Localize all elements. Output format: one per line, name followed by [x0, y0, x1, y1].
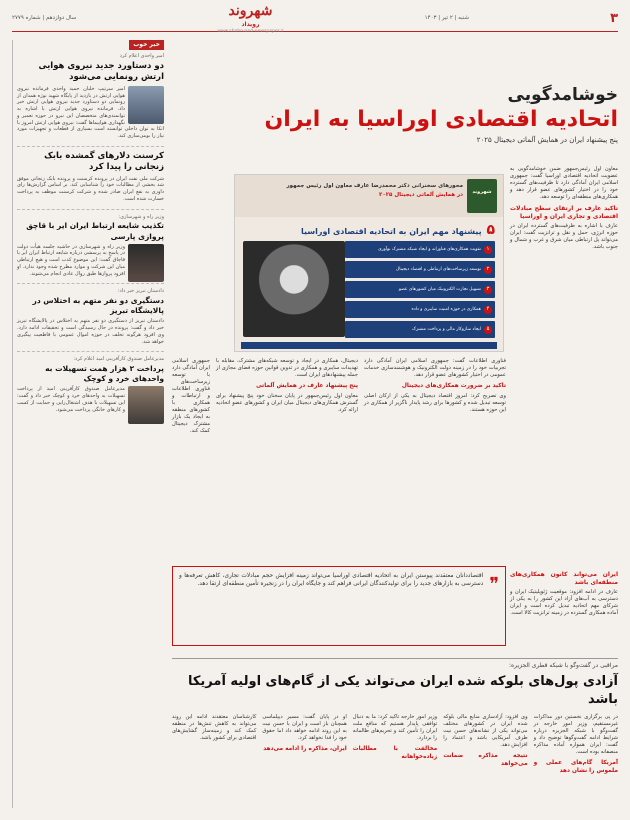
lead-column-bottom	[510, 568, 618, 617]
lead-subheading: تاکید عارف بر ارتقای سطح مبادلات اقتصادی و تجاری ایران و اوراسیا	[510, 205, 618, 221]
item-kicker: دادستان تبریز خبر داد:	[117, 288, 164, 295]
main-story	[172, 40, 618, 808]
item-title[interactable]: پرداخت ۲ هزار همت تسهیلات به واحدهای خرد و کوچک	[45, 364, 164, 384]
news-sidebar	[12, 40, 164, 808]
sidebar-news-item[interactable]	[17, 288, 164, 345]
sidebar-header: خبر خوب	[129, 40, 164, 50]
divider	[17, 351, 164, 352]
commander-photo	[128, 86, 164, 124]
second-story-headline[interactable]: آزادی پول‌های بلوکه شده ایران می‌تواند یکی از گام‌های اولیه آمریکا باشد	[187, 674, 618, 707]
item-title[interactable]: تکذیب شایعه ارتباط ایران ایر با قاچق پروازی پارسی	[26, 221, 164, 241]
column-subheading: آمریکا گام‌های عملی و ملموس را نشان دهد	[533, 760, 618, 775]
proposal-number: ۳	[484, 286, 492, 294]
infographic-logo: شهروند	[467, 179, 497, 213]
item-text: مدیرعامل صندوق کارآفرینی امید از پرداخت تسهیلات به واحدهای خرد و کوچک خبر داد و گفت: این تسهیلات با هدف اشتغال‌زایی و حمایت از کسب و کارهای خانگی پرداخت می‌شود.	[17, 386, 125, 413]
sidebar-news-item[interactable]	[17, 151, 164, 203]
lead-text-2: عارف با اشاره به ظرفیت‌های گسترده ایران در حوزه انرژی، حمل و نقل و ترانزیت گفت: ایران می‌تواند پل ارتباطی میان شرق و غرب و شمال و جنوب باشد.	[510, 223, 618, 251]
infographic	[234, 174, 504, 352]
article-column	[534, 714, 618, 820]
proposal-number: ۲	[484, 266, 492, 274]
sidebar-news-item[interactable]	[17, 214, 164, 278]
issue-line: سال دوازدهم | شماره ۲۷۷۹	[12, 14, 77, 21]
sidebar-news-item[interactable]	[17, 356, 164, 413]
pull-quote-text: اقتصاددانان معتقدند پیوستن ایران به اتحادیه اقتصادی اوراسیا می‌تواند زمینه افزایش حجم مبادلات تجاری، کاهش تعرفه‌ها و دسترسی به بازارهای جدید را برای تولیدکنندگان ایرانی فراهم کند و جایگاه ایران را در زنجیره تأمین منطقه‌ای ارتقا دهد.	[179, 573, 484, 587]
infographic-footer-bar	[241, 342, 497, 349]
divider	[17, 283, 164, 284]
subheadline: پنج پیشنهاد ایران در همایش آلماتی دیجیتال ۲۰۲۵	[476, 136, 618, 145]
second-story-kicker: مراقبی در گفت‌وگو با شبکه قطری الجزیره:	[508, 662, 618, 669]
column-text-2: معاون اول رئیس‌جمهور در پایان سخنان خود پنج پیشنهاد برای گسترش همکاری‌های دیجیتال میان ایران و کشورهای عضو اتحادیه ارائه کرد.	[216, 392, 358, 413]
proposal-text: تسهیل تجارت الکترونیک میان کشورهای عضو	[398, 286, 481, 292]
divider	[17, 209, 164, 210]
portrait-photo	[243, 241, 345, 337]
column-text: در پی برگزاری نخستین دور مذاکرات غیرمستقیم، وزیر امور خارجه در گفت‌وگو با شبکه الجزیره درباره شرایط ادامه گفت‌وگوها توضیح داد و گفت: ایران همواره آماده مذاکره منصفانه بوده است.	[533, 714, 618, 756]
article-column	[172, 714, 256, 820]
article-column	[262, 714, 346, 820]
date-line: شنبه | ۲ تیر | ۱۴۰۳	[424, 14, 470, 21]
column-subheading: مخالفت با مطالبات زیاده‌خواهانه	[352, 746, 438, 761]
quote-icon: ❞	[489, 574, 499, 595]
main-headline[interactable]: اتحادیه اقتصادی اوراسیا به ایران	[264, 106, 618, 132]
proposal-item	[345, 281, 495, 298]
proposal-text: ایجاد سازوکار مالی و پرداخت مشترک	[412, 326, 481, 332]
proposal-item	[345, 261, 495, 278]
website-url[interactable]: www.shahrvand-newspaper.ir	[217, 28, 284, 34]
item-text: دادستان تبریز از دستگیری دو نفر متهم به اختلاس در پالایشگاه تبریز خبر داد و گفت: پرونده در حال رسیدگی است و تحقیقات ادامه دارد. وی افزود هرگونه تخلف در حوزه اموال عمومی با قاطعیت پیگیری خواهد شد.	[17, 318, 164, 345]
headline-kicker: خوشامدگویی	[507, 85, 618, 105]
column-text: وی افزود: آزادسازی منابع مالی بلوکه شده ایران در کشورهای مختلف می‌تواند یکی از نشانه‌های حسن نیت طرف آمریکایی باشد و اعتماد را افزایش دهد.	[443, 714, 528, 749]
second-story-columns	[172, 714, 618, 820]
lead-bottom-text: عارف در ادامه افزود: موقعیت ژئوپلیتیک ایران و دسترسی به آب‌های آزاد این کشور را به یکی از شرکای مهم اتحادیه تبدیل کرده است و ایران آماده همکاری گسترده در زمینه ترانزیت کالا است.	[510, 589, 618, 617]
column-subheading: تاکید بر ضرورت همکاری‌های دیجیتال	[401, 383, 506, 390]
lead-column	[510, 166, 618, 251]
column-text: وزیر امور خارجه تاکید کرد: ما به دنبال توافقی پایدار هستیم که منافع ملت ایران را تأمین کند و تحریم‌های ظالمانه را بردارد.	[352, 714, 438, 742]
item-title[interactable]: دستگیری دو نفر متهم به اختلاس در پالایشگاه تبریز	[32, 296, 164, 316]
proposal-text: همکاری در حوزه امنیت سایبری و داده	[411, 306, 481, 312]
proposal-item	[345, 241, 495, 258]
masthead-logo-block[interactable]	[217, 2, 283, 35]
article-column	[443, 714, 527, 820]
item-title[interactable]: دو دستاورد جدید نیروی هوایی ارتش رونمایی می‌شود	[38, 60, 164, 83]
infographic-title	[301, 221, 495, 240]
item-title[interactable]: کرسنت دلارهای گمشده بابک زنجانی را پیدا کرد	[44, 150, 164, 173]
item-kicker: وزیر راه و شهرسازی:	[118, 213, 164, 220]
article-column	[216, 358, 358, 570]
page-number: ۳	[610, 10, 618, 26]
lead-bottom-subheading: ایران می‌تواند کانون همکاری‌های منطقه‌ای باشد	[510, 571, 618, 587]
newspaper-logo[interactable]: شهروند	[228, 2, 273, 19]
item-text: امیر سرتیپ خلبان حمید واحدی فرمانده نیروی هوایی ارتش در بازدید از پایگاه شهید نوژه همدان از رونمایی دو دستاورد جدید نیروی هوایی ارتش خبر داد. فرمانده نیروی هوایی ارتش با اشاره به توانمندی‌های متخصصان این نیرو در حوزه تعمیر و نگهداری هواپیماها گفت: نیروی هوایی ارتش امروز با اتکا به توان داخلی توانسته است بسیاری از قطعات و تجهیزات مورد نیاز را بومی‌سازی کند.	[17, 85, 164, 140]
article-column	[364, 358, 506, 570]
masthead	[12, 2, 618, 34]
lead-text: معاون اول رئیس‌جمهور ضمن خوشامدگویی به عضویت اتحادیه اقتصادی اوراسیا گفت: جمهوری اسلامی ایران آمادگی دارد تا ظرفیت‌های گسترده خود را در اختیار کشورهای عضو قرار دهد و همکاری‌های منطقه‌ای را توسعه دهد.	[510, 166, 618, 201]
proposal-text: تقویت همکاری‌های فناورانه و ایجاد شبکه مشترک نوآوری	[378, 246, 481, 252]
item-kicker: مدیرعامل صندوق کارآفرینی امید اعلام کرد:	[73, 356, 164, 363]
second-story	[172, 658, 618, 808]
item-text: شرکت ملی نفت ایران در پرونده کرسنت و پرونده بابک زنجانی موفق شد بخشی از مطالبات خود را شناسایی کند. بر اساس گزارش‌ها رای داوری به نفع ایران صادر شده و شرکت کرسنت موظف به پرداخت خسارت شده است.	[17, 175, 164, 202]
proposal-number: ۴	[484, 306, 492, 314]
column-text-2: وی تصریح کرد: امروز اقتصاد دیجیتال به یکی از ارکان اصلی توسعه تبدیل شده و کشورها برای رشد پایدار ناگزیر از همکاری در این حوزه هستند.	[364, 392, 506, 413]
divider	[17, 146, 164, 147]
infographic-line-2: در همایش آلماتی دیجیتال ۲۰۲۵	[378, 192, 463, 198]
article-column	[172, 358, 210, 570]
item-text: وزیر راه و شهرسازی در حاشیه جلسه هیأت دولت در پاسخ به پرسشی درباره شایعه ارتباط ایران ایر با قاچاق گفت: این موضوع کذب است و هیچ ارتباطی میان این شرکت و موارد مطرح شده وجود ندارد. او افزود پروازها طبق روال عادی انجام می‌شوند.	[17, 243, 125, 277]
article-body	[172, 358, 506, 570]
column-text: کارشناسان معتقدند ادامه این روند می‌تواند به کاهش تنش‌ها در منطقه کمک کند و زمینه‌ساز گشایش‌های اقتصادی برای کشور باشد.	[171, 714, 257, 742]
proposal-number: ۵	[484, 326, 492, 334]
infographic-number: ۵	[486, 222, 495, 238]
column-subheading: نتیجه مذاکره ضمانت می‌خواهد	[443, 753, 528, 768]
minister-photo	[128, 244, 164, 282]
section-name: رویداد	[241, 20, 260, 28]
proposal-number: ۱	[484, 246, 492, 254]
ceo-photo	[128, 386, 164, 424]
infographic-title-text: پیشنهاد مهم ایران به اتحادیه اقتصادی اوراسیا	[300, 227, 482, 236]
proposal-item	[345, 321, 495, 338]
infographic-line-1: محورهای سخنرانی دکتر محمدرضا عارف معاون اول رئیس جمهور	[286, 183, 463, 189]
column-subheading: پنج پیشنهاد عارف در همایش آلماتی	[256, 383, 358, 390]
item-kicker: امیر واحدی اعلام کرد	[119, 53, 164, 60]
column-text: دیجیتال، همکاری در ایجاد و توسعه شبکه‌های مشترک، مقابله با تهدیدات سایبری و همکاری در تدوین قوانین حوزه فضای مجازی از جمله پیشنهادهای ایران است.	[216, 358, 358, 379]
proposal-item	[345, 301, 495, 318]
proposal-list	[345, 241, 495, 341]
article-column	[353, 714, 437, 820]
sidebar-news-item[interactable]	[17, 53, 164, 140]
proposal-text: توسعه زیرساخت‌های ارتباطی و اقتصاد دیجیتال	[396, 266, 481, 272]
column-text: جمهوری اسلامی ایران آمادگی دارد با توسعه زیرساخت‌های فناوری اطلاعات و ارتباطات و همکاری با کشورهای منطقه به ایجاد یک بازار مشترک دیجیتال کمک کند.	[172, 358, 210, 435]
column-text: فناوری اطلاعات گفت: جمهوری اسلامی ایران آمادگی دارد تجربیات خود را در زمینه دولت الکترونیک و هوشمندسازی خدمات عمومی در اختیار کشورهای عضو قرار دهد.	[364, 358, 506, 379]
pull-quote-box	[172, 566, 506, 646]
column-subheading: ایران، مذاکره را ادامه می‌دهد	[263, 746, 347, 753]
infographic-header	[235, 175, 503, 217]
column-text: او در پایان گفت: مسیر دیپلماسی همچنان باز است و ایران با حسن نیت به این روند ادامه خواهد داد اما حقوق خود را فدا نخواهد کرد.	[262, 714, 347, 742]
